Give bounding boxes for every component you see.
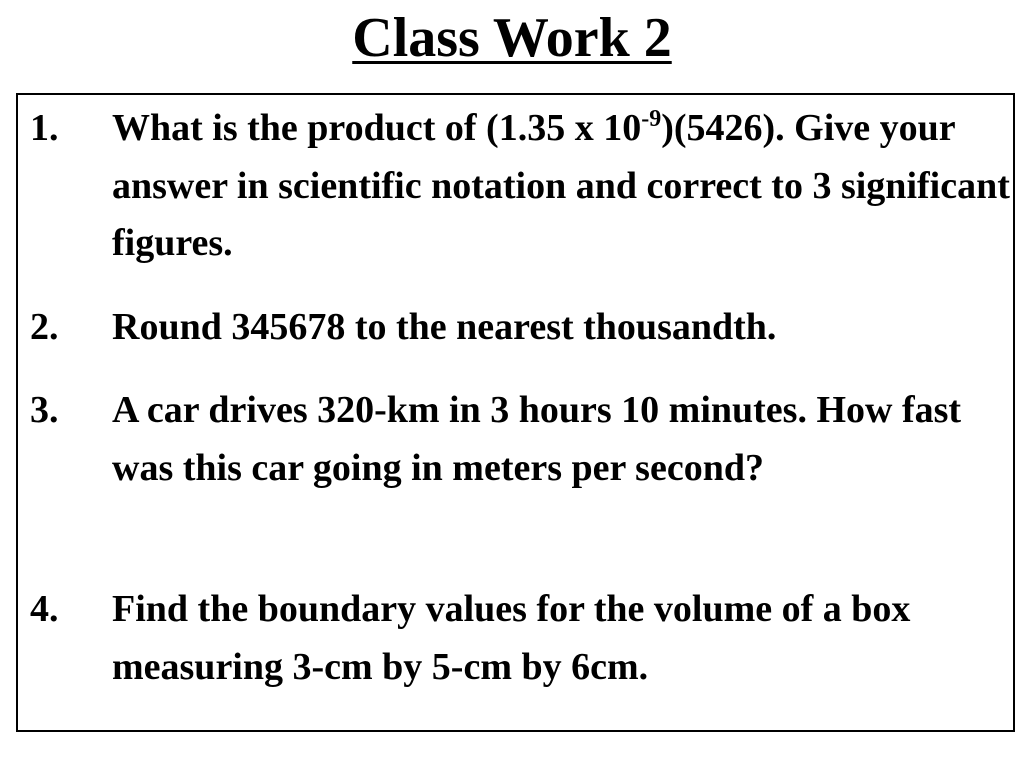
question-number-1: 1.: [30, 107, 59, 149]
question-text-1-part-2: )(5426). Give your answer in scientific notation and correct to 3 significant figures.: [112, 107, 1010, 264]
question-number-4: 4.: [30, 588, 59, 630]
question-text-3: A car drives 320-km in 3 hours 10 minutes. How fast was this car going in meters per second?: [112, 389, 962, 489]
question-box: [16, 93, 1015, 732]
question-text-1-part-1: What is the product of (1.35 x 10: [112, 107, 642, 149]
question-1-exponent: -9: [641, 106, 662, 132]
page-title-text: Class Work 2: [352, 7, 672, 69]
question-text-4: Find the boundary values for the volume of a box measuring 3-cm by 5-cm by 6cm.: [112, 588, 911, 688]
question-text-2: Round 345678 to the nearest thousandth.: [112, 306, 777, 348]
page-title: [0, 0, 1024, 76]
question-number-2: 2.: [30, 306, 59, 348]
question-text-1: [112, 100, 1012, 273]
question-number-3: 3.: [30, 389, 59, 431]
